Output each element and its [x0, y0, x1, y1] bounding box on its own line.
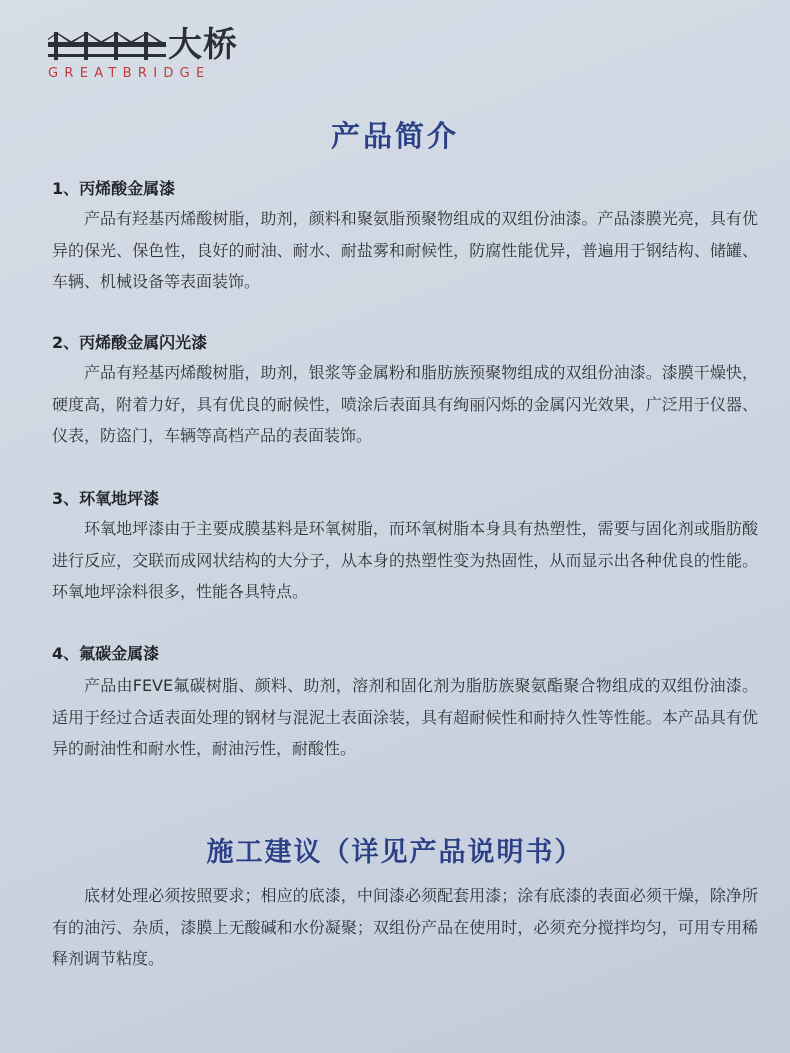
section-body-1: 产品有羟基丙烯酸树脂，助剂，颜料和聚氨脂预聚物组成的双组份油漆。产品漆膜光亮，具有优异的保光、保色性，良好的耐油、耐水、耐盐雾和耐候性，防腐性能优异，普遍用于钢结构、储罐、车辆、机械设备等表面装饰。 [52, 209, 758, 291]
logo-english-name: GREATBRIDGE [48, 66, 211, 81]
section-body-4: 产品由FEVE氟碳树脂、颜料、助剂，溶剂和固化剂为脂肪族聚氨酯聚合物组成的双组份油漆。适用于经过合适表面处理的钢材与混泥土表面涂装，具有超耐候性和耐持久性等性能。本产品具有优异的耐油性和耐水性，耐油污性，耐酸性。 [52, 676, 758, 758]
section-heading-1: 1、丙烯酸金属漆 [52, 179, 176, 198]
construction-title: 施工建议（详见产品说明书） [206, 837, 584, 868]
section-body-3: 环氧地坪漆由于主要成膜基料是环氧树脂，而环氧树脂本身具有热塑性，需要与固化剂或脂肪酸进行反应，交联而成网状结构的大分子，从本身的热塑性变为热固性，从而显示出各种优良的性能。环氧地坪涂料很多，性能各具特点。 [52, 519, 758, 601]
section-heading-2: 2、丙烯酸金属闪光漆 [52, 333, 208, 352]
section-heading-3: 3、环氧地坪漆 [52, 489, 160, 508]
logo-chinese-name: 大桥 [168, 25, 238, 65]
construction-body: 底材处理必须按照要求；相应的底漆，中间漆必须配套用漆；涂有底漆的表面必须干燥，除净所有的油污、杂质，漆膜上无酸碱和水份凝聚；双组份产品在使用时，必须充分搅拌均匀，可用专用稀释剂调节粘度。 [52, 886, 758, 968]
section-heading-4: 4、氟碳金属漆 [52, 644, 160, 663]
great-bridge-logo [48, 26, 280, 86]
page-title: 产品简介 [330, 119, 459, 153]
bridge-logo-icon [48, 28, 166, 60]
section-body-2: 产品有羟基丙烯酸树脂，助剂，银浆等金属粉和脂肪族预聚物组成的双组份油漆。漆膜干燥快，硬度高，附着力好，具有优良的耐候性，喷涂后表面具有绚丽闪烁的金属闪光效果，广泛用于仪器、仪表，防盗门，车辆等高档产品的表面装饰。 [52, 363, 758, 445]
